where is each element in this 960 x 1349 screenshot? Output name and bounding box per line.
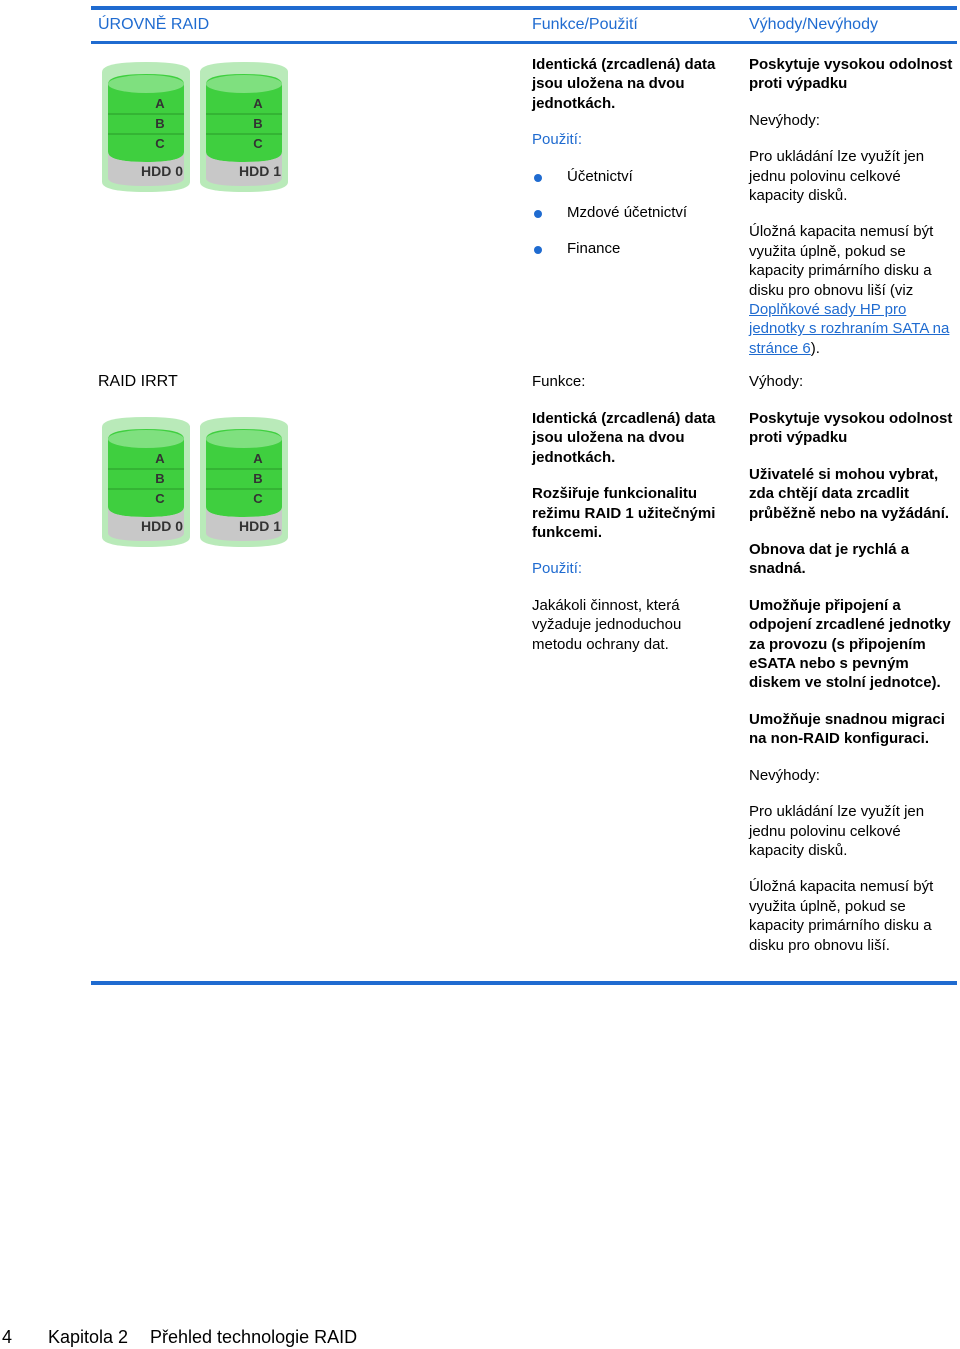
row2-usage-label: Použití:	[532, 560, 583, 578]
header-raid-levels: ÚROVNĚ RAID	[98, 16, 210, 33]
row1-disadvantage-2: Úložná kapacita nemusí být využita úplně, pokud se kapacity primárního disku a disku pro obnovu liší (viz Doplňkové sady HP pro jednotky s rozhraním SATA na stránce 6).	[749, 223, 950, 357]
partition-c-label: C	[155, 136, 165, 151]
row1-advantage: Poskytuje vysokou odolnost proti výpadku	[749, 56, 953, 93]
row2-function-cell	[532, 409, 732, 671]
table-header-rule	[91, 41, 957, 44]
hdd1-label: HDD 1	[238, 163, 282, 179]
partition-a-label: A	[155, 451, 165, 466]
row2-pro-2: Uživatelé si mohou vybrat, zda chtějí data zrcadlit průběžně nebo na vyžádání.	[749, 465, 950, 522]
partition-a-label: A	[155, 96, 165, 111]
row2-pro-3: Obnova dat je rychlá a snadná.	[749, 541, 910, 578]
row1-disadvantages-label: Nevýhody:	[749, 111, 820, 129]
row2-pros-cons-cell	[749, 409, 957, 972]
header-function-usage: Funkce/Použití	[532, 16, 638, 33]
raid-irrt-disks-illustration	[96, 409, 296, 551]
row2-disadvantages-label: Nevýhody:	[749, 766, 820, 784]
row2-con-1: Pro ukládání lze využít jen jednu polovinu celkové kapacity disků.	[749, 803, 925, 859]
row2-description: Identická (zrcadlená) data jsou uložena na dvou jednotkách.	[532, 410, 716, 466]
partition-c-label: C	[155, 491, 165, 506]
row1-usage-list	[532, 167, 732, 259]
chapter-title: Přehled technologie RAID	[150, 1327, 358, 1347]
chapter-label: Kapitola 2	[48, 1327, 129, 1347]
row1-function-cell	[532, 55, 732, 276]
row1-description: Identická (zrcadlená) data jsou uložena na dvou jednotkách.	[532, 56, 716, 112]
row1-pros-cons-cell	[749, 55, 954, 375]
usage-item-payroll: Mzdové účetnictví	[532, 203, 732, 222]
row2-extends: Rozšiřuje funkcionalitu režimu RAID 1 užitečnými funkcemi.	[532, 485, 716, 542]
partition-c-label: C	[253, 136, 263, 151]
partition-b-label: B	[155, 471, 165, 486]
hdd0-label: HDD 0	[140, 163, 184, 179]
hdd1-label: HDD 1	[238, 518, 282, 534]
usage-item-finance: Finance	[532, 239, 732, 258]
page-number: 4	[2, 1327, 13, 1347]
usage-item-accounting: Účetnictví	[532, 167, 732, 186]
raid1-disks-illustration	[96, 54, 296, 196]
row2-con-2: Úložná kapacita nemusí být využita úplně, pokud se kapacity primárního disku a disku pro obnovu liší.	[749, 878, 934, 954]
row2-raid-level: RAID IRRT	[98, 373, 178, 390]
row2-usage: Jakákoli činnost, která vyžaduje jednoduchou metodu ochrany dat.	[532, 596, 682, 653]
partition-a-label: A	[253, 96, 263, 111]
table-bottom-rule	[91, 981, 957, 985]
partition-b-label: B	[155, 116, 165, 131]
header-pros-cons: Výhody/Nevýhody	[749, 16, 878, 33]
row2-pro-1: Poskytuje vysokou odolnost proti výpadku	[749, 410, 953, 447]
hdd0-label: HDD 0	[140, 518, 184, 534]
hp-sata-kits-link[interactable]: Doplňkové sady HP pro jednotky s rozhraním SATA na stránce 6	[749, 301, 950, 357]
row2-pro-5: Umožňuje snadnou migraci na non-RAID konfiguraci.	[749, 710, 945, 748]
partition-b-label: B	[253, 471, 263, 486]
partition-c-label: C	[253, 491, 263, 506]
row1-disadvantage-1: Pro ukládání lze využít jen jednu polovinu celkové kapacity disků.	[749, 148, 925, 205]
partition-a-label: A	[253, 451, 263, 466]
partition-b-label: B	[253, 116, 263, 131]
row2-pro-4: Umožňuje připojení a odpojení zrcadlené jednotky za provozu (s připojením eSATA nebo s pevným diskem ve stolní jednotce).	[749, 596, 951, 692]
row2-pros-heading: Výhody:	[749, 373, 804, 390]
row1-usage-label: Použití:	[532, 131, 583, 149]
row2-function-heading: Funkce:	[532, 373, 586, 390]
table-top-rule	[91, 6, 957, 10]
